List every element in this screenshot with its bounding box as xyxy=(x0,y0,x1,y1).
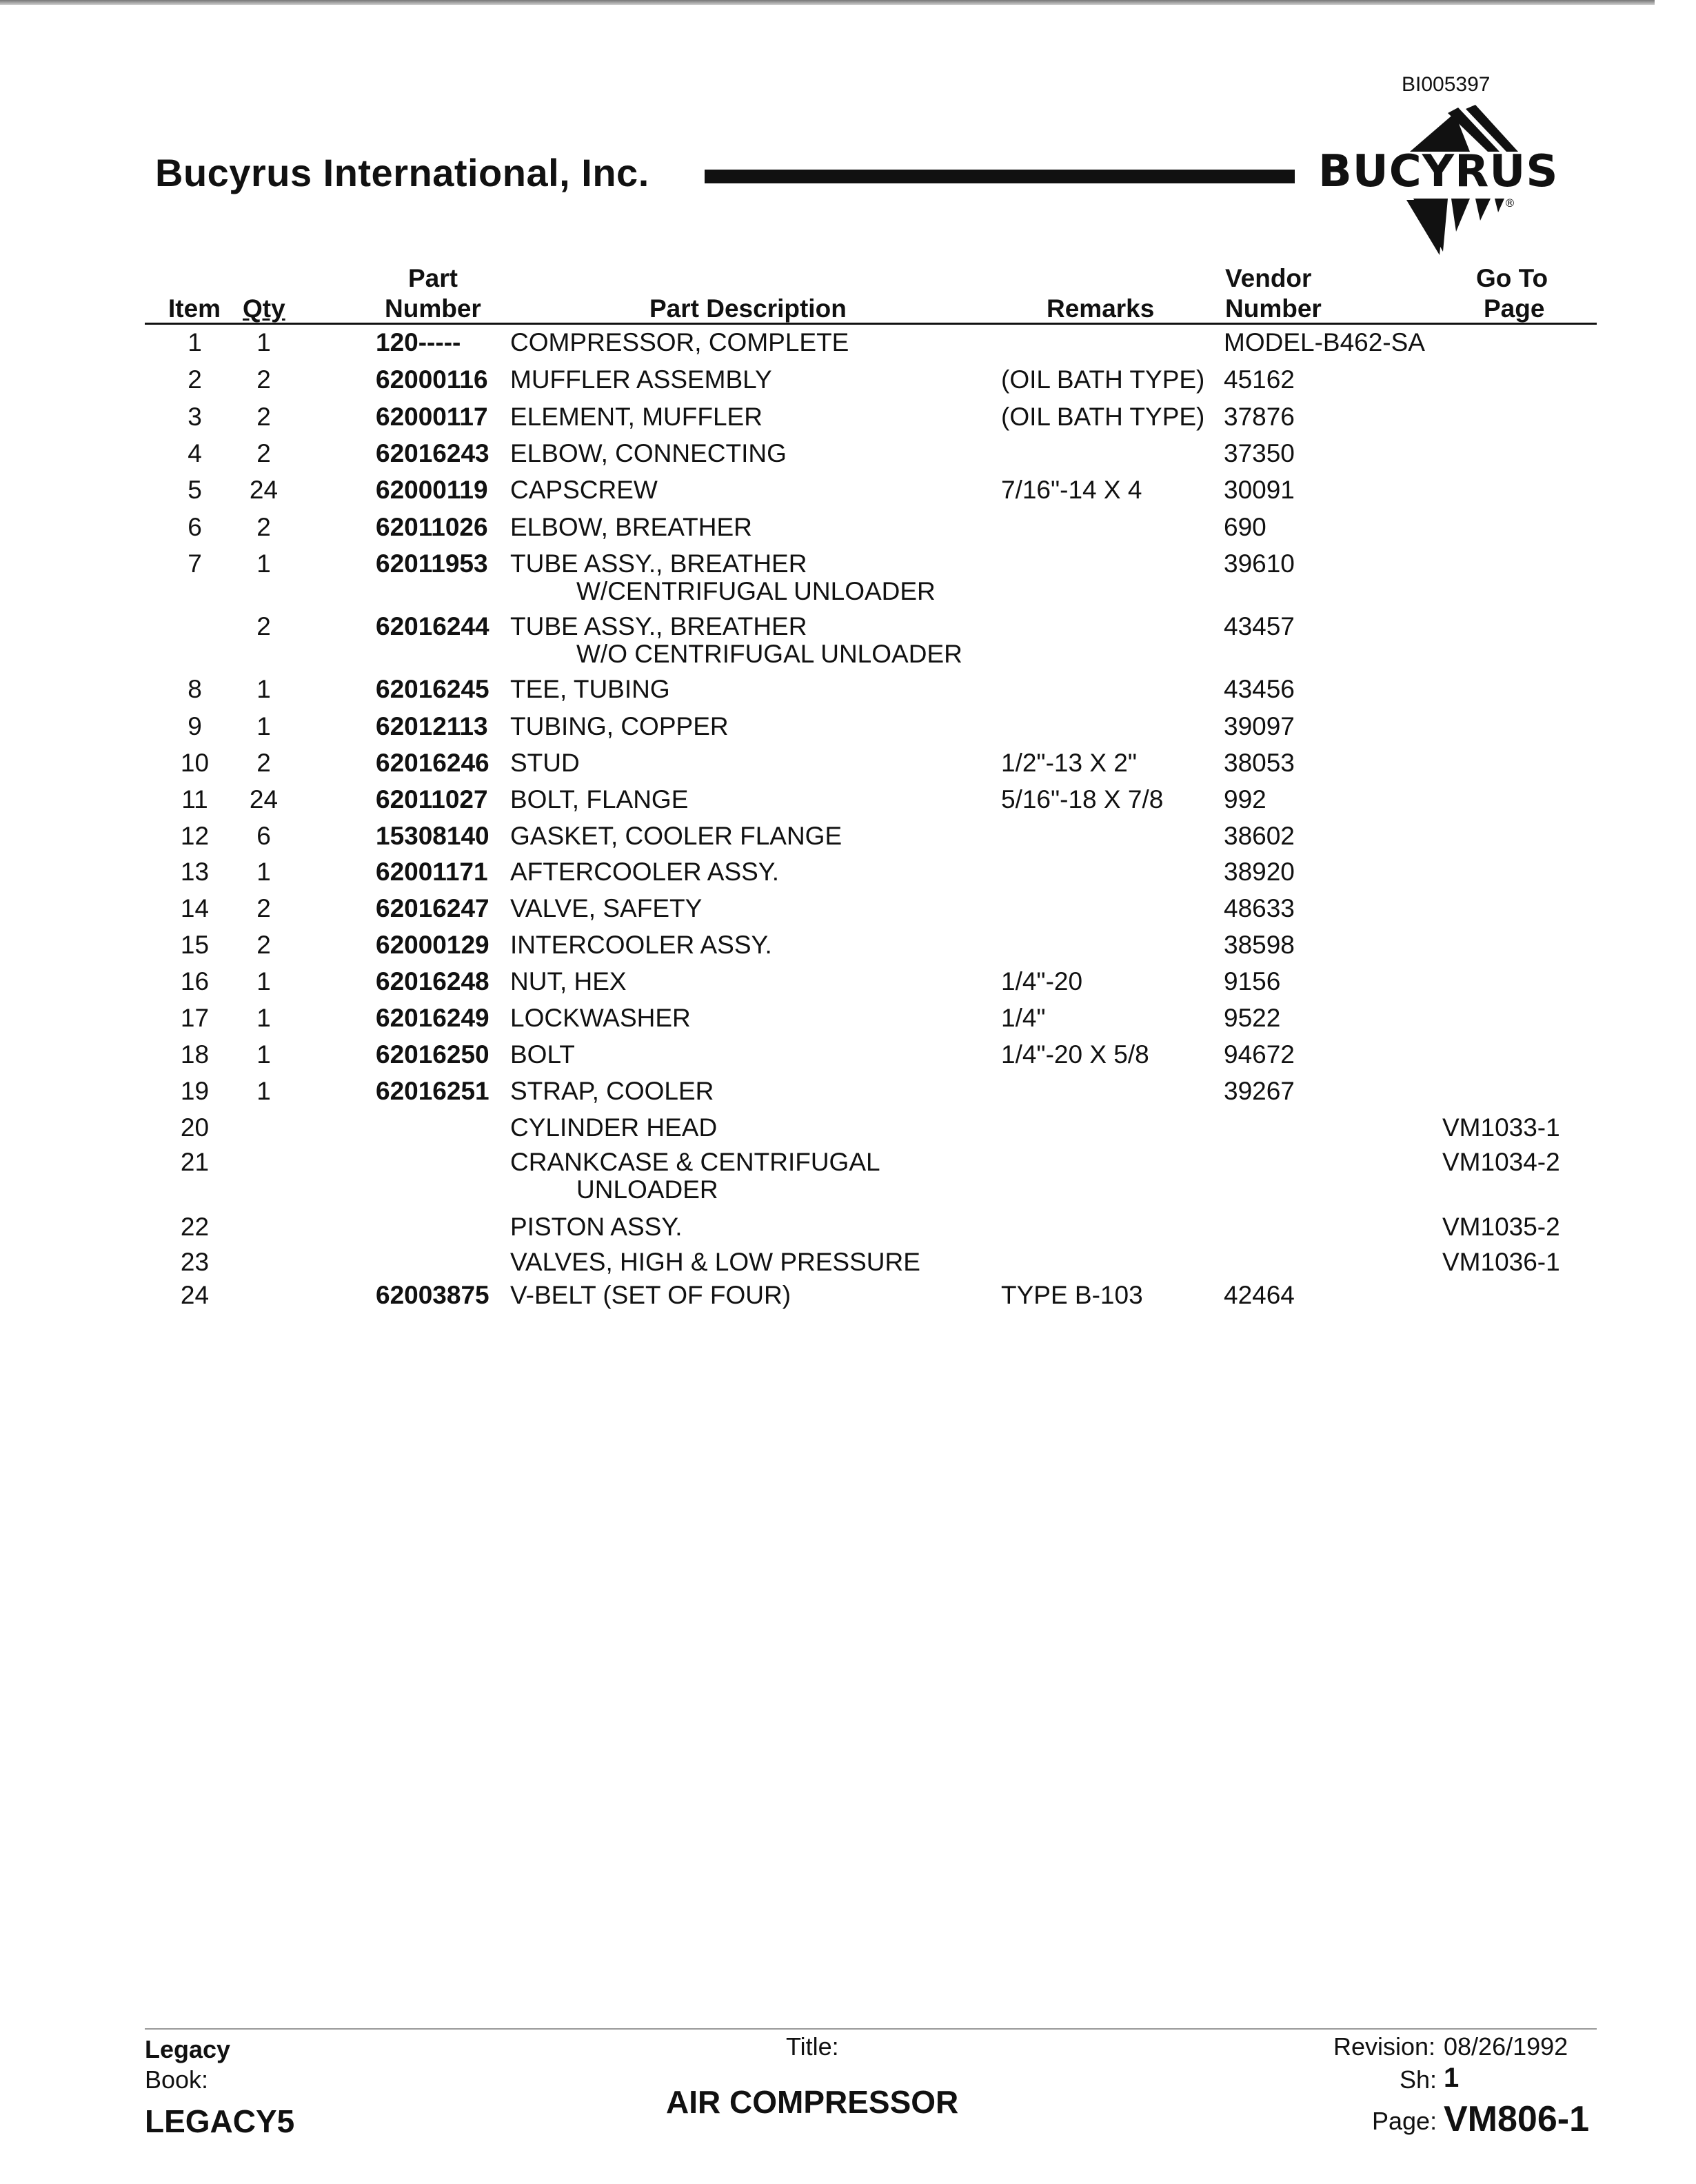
description-cell: V-BELT (SET OF FOUR) xyxy=(510,1281,791,1309)
page-number: VM806-1 xyxy=(1444,2099,1589,2139)
remarks-cell: 1/4"-20 xyxy=(1001,967,1083,995)
description-cell: NUT, HEX xyxy=(510,967,627,995)
item-cell: 21 xyxy=(180,1148,210,1176)
vendor-number-cell: 992 xyxy=(1224,785,1266,813)
vendor-number-cell: 38602 xyxy=(1224,822,1295,850)
item-cell: 24 xyxy=(180,1281,210,1309)
item-cell: 14 xyxy=(180,894,210,922)
part-number-cell: 62016246 xyxy=(376,749,489,777)
item-cell: 9 xyxy=(188,712,202,740)
col-header-vendor-1: Vendor xyxy=(1225,264,1312,292)
qty-cell: 2 xyxy=(256,365,271,394)
book-value: LEGACY5 xyxy=(145,2103,295,2139)
header-rule xyxy=(705,170,1295,183)
description-cell: STRAP, COOLER xyxy=(510,1077,714,1105)
qty-cell: 1 xyxy=(256,1004,271,1032)
logo-wordmark: BUCYRUS xyxy=(1318,146,1559,197)
vendor-number-cell: 30091 xyxy=(1224,476,1295,504)
qty-cell: 1 xyxy=(256,858,271,886)
part-number-cell: 62016251 xyxy=(376,1077,489,1105)
qty-cell: 2 xyxy=(256,931,271,959)
qty-cell: 1 xyxy=(256,1040,271,1069)
qty-cell: 6 xyxy=(256,822,271,850)
vendor-number-cell: 690 xyxy=(1224,513,1266,541)
description-cell: LOCKWASHER xyxy=(510,1004,691,1032)
qty-cell: 24 xyxy=(249,785,279,813)
vendor-number-cell: 45162 xyxy=(1224,365,1295,394)
qty-cell: 1 xyxy=(256,712,271,740)
col-header-goto-2: Page xyxy=(1484,294,1545,323)
part-number-cell: 62003875 xyxy=(376,1281,489,1309)
vendor-number-cell: 39097 xyxy=(1224,712,1295,740)
part-number-cell: 62016248 xyxy=(376,967,489,995)
item-cell: 1 xyxy=(188,328,202,356)
vendor-number-cell: 39610 xyxy=(1224,549,1295,578)
item-cell: 17 xyxy=(180,1004,210,1032)
part-number-cell: 62011026 xyxy=(376,513,488,541)
item-cell: 12 xyxy=(180,822,210,850)
description-cell: BOLT, FLANGE xyxy=(510,785,689,813)
vendor-number-cell: MODEL-B462-SA xyxy=(1224,328,1425,356)
item-cell: 13 xyxy=(180,858,210,886)
goto-page-cell: VM1034-2 xyxy=(1442,1148,1560,1176)
description-cell: CAPSCREW xyxy=(510,476,658,504)
description-cell: COMPRESSOR, COMPLETE xyxy=(510,328,849,356)
item-cell: 6 xyxy=(188,513,202,541)
goto-page-cell: VM1033-1 xyxy=(1442,1113,1560,1142)
vendor-number-cell: 38920 xyxy=(1224,858,1295,886)
vendor-number-cell: 43457 xyxy=(1224,612,1295,640)
part-number-cell: 62016247 xyxy=(376,894,489,922)
remarks-cell: TYPE B-103 xyxy=(1001,1281,1143,1309)
col-header-part-2: Number xyxy=(385,294,481,323)
scan-edge xyxy=(0,0,1655,5)
part-number-cell: 62000116 xyxy=(376,365,488,394)
document-id: BI005397 xyxy=(1402,73,1491,96)
title-label: Title: xyxy=(786,2032,839,2061)
col-header-remarks: Remarks xyxy=(1047,294,1155,323)
remarks-cell: (OIL BATH TYPE) xyxy=(1001,365,1205,394)
part-number-cell: 15308140 xyxy=(376,822,489,850)
document-title: AIR COMPRESSOR xyxy=(666,2084,959,2120)
vendor-number-cell: 94672 xyxy=(1224,1040,1295,1069)
part-number-cell: 62000129 xyxy=(376,931,489,959)
part-number-cell: 62016249 xyxy=(376,1004,489,1032)
item-cell: 5 xyxy=(188,476,202,504)
col-header-vendor-2: Number xyxy=(1225,294,1322,323)
item-cell: 16 xyxy=(180,967,210,995)
item-cell: 2 xyxy=(188,365,202,394)
part-number-cell: 62016244 xyxy=(376,612,489,640)
part-number-cell: 62000117 xyxy=(376,403,488,431)
qty-cell: 2 xyxy=(256,612,271,640)
description-cell: PISTON ASSY. xyxy=(510,1213,683,1241)
description-cell: AFTERCOOLER ASSY. xyxy=(510,858,779,886)
col-header-qty: Qty xyxy=(243,294,285,323)
vendor-number-cell: 42464 xyxy=(1224,1281,1295,1309)
vendor-number-cell: 48633 xyxy=(1224,894,1295,922)
item-cell: 18 xyxy=(180,1040,210,1069)
description-cell: ELBOW, CONNECTING xyxy=(510,439,787,467)
remarks-cell: 1/4"-20 X 5/8 xyxy=(1001,1040,1149,1069)
description-cell: BOLT xyxy=(510,1040,575,1069)
revision-date: 08/26/1992 xyxy=(1444,2032,1568,2061)
description-continuation: W/O CENTRIFUGAL UNLOADER xyxy=(576,640,962,668)
part-number-cell: 120----- xyxy=(376,328,461,356)
goto-page-cell: VM1035-2 xyxy=(1442,1213,1560,1241)
item-cell: 7 xyxy=(188,549,202,578)
description-continuation: UNLOADER xyxy=(576,1175,718,1204)
vendor-number-cell: 43456 xyxy=(1224,675,1295,703)
book-label: Book: xyxy=(145,2065,209,2094)
item-cell: 23 xyxy=(180,1248,210,1276)
qty-cell: 2 xyxy=(256,513,271,541)
description-cell: TUBE ASSY., BREATHER xyxy=(510,612,807,640)
qty-cell: 1 xyxy=(256,967,271,995)
qty-cell: 24 xyxy=(249,476,279,504)
description-cell: CRANKCASE & CENTRIFUGAL xyxy=(510,1148,880,1176)
remarks-cell: (OIL BATH TYPE) xyxy=(1001,403,1205,431)
description-continuation: W/CENTRIFUGAL UNLOADER xyxy=(576,577,936,605)
description-cell: INTERCOOLER ASSY. xyxy=(510,931,772,959)
col-header-part-1: Part xyxy=(408,264,458,292)
item-cell: 8 xyxy=(188,675,202,703)
col-header-description: Part Description xyxy=(649,294,847,323)
col-header-goto-1: Go To xyxy=(1476,264,1548,292)
vendor-number-cell: 37876 xyxy=(1224,403,1295,431)
sheet-number: 1 xyxy=(1444,2063,1460,2093)
qty-cell: 2 xyxy=(256,894,271,922)
revision-label: Revision: xyxy=(1333,2032,1436,2061)
description-cell: VALVES, HIGH & LOW PRESSURE xyxy=(510,1248,920,1276)
vendor-number-cell: 38598 xyxy=(1224,931,1295,959)
description-cell: STUD xyxy=(510,749,580,777)
part-number-cell: 62016243 xyxy=(376,439,489,467)
description-cell: TEE, TUBING xyxy=(510,675,670,703)
qty-cell: 1 xyxy=(256,675,271,703)
vendor-number-cell: 38053 xyxy=(1224,749,1295,777)
description-cell: MUFFLER ASSEMBLY xyxy=(510,365,772,394)
vendor-number-cell: 9522 xyxy=(1224,1004,1281,1032)
item-cell: 10 xyxy=(180,749,210,777)
footer-rule xyxy=(145,2028,1597,2030)
description-cell: ELEMENT, MUFFLER xyxy=(510,403,763,431)
item-cell: 20 xyxy=(180,1113,210,1142)
part-number-cell: 62011953 xyxy=(376,549,488,578)
qty-cell: 2 xyxy=(256,403,271,431)
description-cell: ELBOW, BREATHER xyxy=(510,513,752,541)
item-cell: 15 xyxy=(180,931,210,959)
vendor-number-cell: 37350 xyxy=(1224,439,1295,467)
remarks-cell: 1/4" xyxy=(1001,1004,1046,1032)
description-cell: CYLINDER HEAD xyxy=(510,1113,718,1142)
item-cell: 11 xyxy=(181,785,208,813)
description-cell: TUBING, COPPER xyxy=(510,712,729,740)
qty-cell: 2 xyxy=(256,439,271,467)
company-name: Bucyrus International, Inc. xyxy=(155,151,649,194)
page-label: Page: xyxy=(1372,2107,1437,2135)
vendor-number-cell: 39267 xyxy=(1224,1077,1295,1105)
remarks-cell: 1/2"-13 X 2" xyxy=(1001,749,1137,777)
legacy-label: Legacy xyxy=(145,2035,231,2063)
part-number-cell: 62012113 xyxy=(376,712,488,740)
sheet-label: Sh: xyxy=(1400,2065,1437,2094)
remarks-cell: 5/16"-18 X 7/8 xyxy=(1001,785,1164,813)
part-number-cell: 62011027 xyxy=(376,785,488,813)
part-number-cell: 62016245 xyxy=(376,675,489,703)
goto-page-cell: VM1036-1 xyxy=(1442,1248,1560,1276)
part-number-cell: 62000119 xyxy=(376,476,488,504)
col-header-item: Item xyxy=(168,294,221,323)
description-cell: GASKET, COOLER FLANGE xyxy=(510,822,842,850)
qty-cell: 1 xyxy=(256,328,271,356)
registered-mark: ® xyxy=(1504,196,1515,210)
item-cell: 4 xyxy=(188,439,202,467)
part-number-cell: 62016250 xyxy=(376,1040,489,1069)
item-cell: 22 xyxy=(180,1213,210,1241)
vendor-number-cell: 9156 xyxy=(1224,967,1281,995)
remarks-cell: 7/16"-14 X 4 xyxy=(1001,476,1142,504)
item-cell: 19 xyxy=(180,1077,210,1105)
qty-cell: 1 xyxy=(256,1077,271,1105)
description-cell: TUBE ASSY., BREATHER xyxy=(510,549,807,578)
header-underline xyxy=(145,323,1597,325)
qty-cell: 2 xyxy=(256,749,271,777)
part-number-cell: 62001171 xyxy=(376,858,488,886)
item-cell: 3 xyxy=(188,403,202,431)
qty-cell: 1 xyxy=(256,549,271,578)
description-cell: VALVE, SAFETY xyxy=(510,894,703,922)
